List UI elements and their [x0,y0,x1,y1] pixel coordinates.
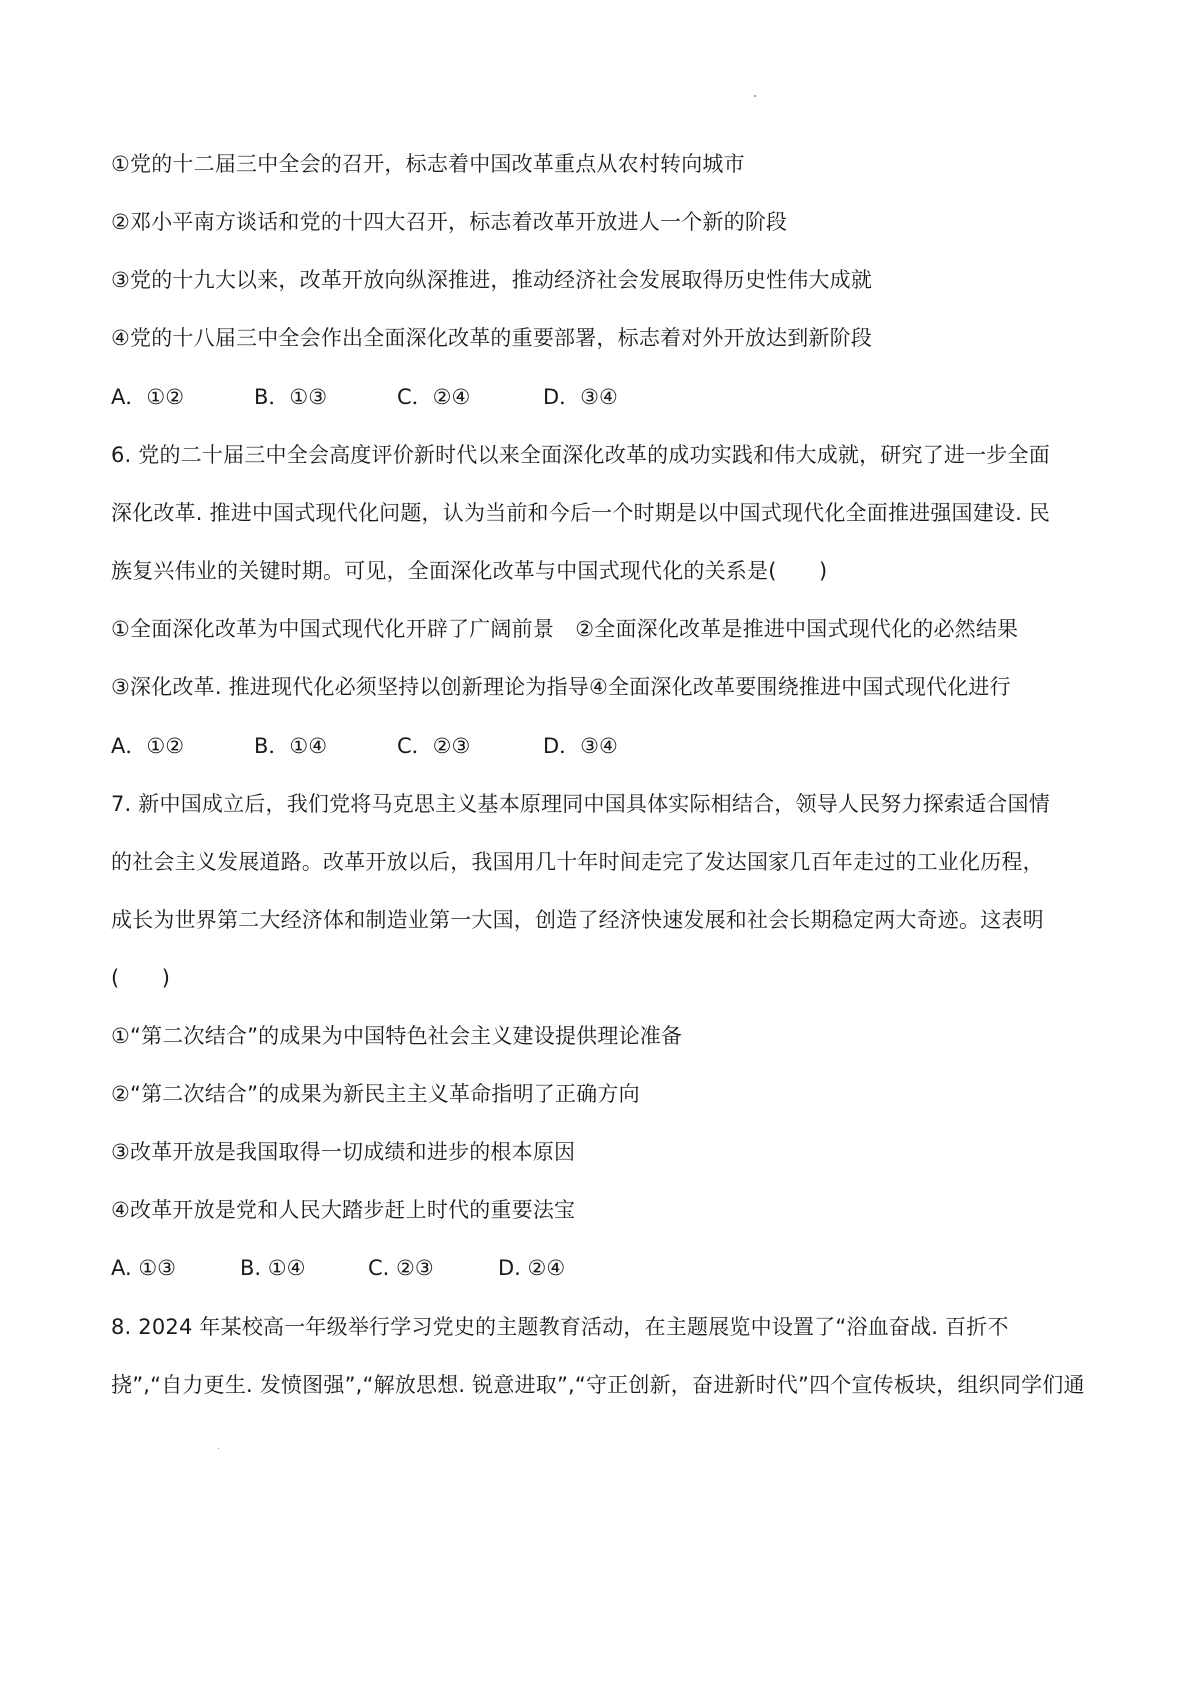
q5-statement-1: ①党的十二届三中全会的召开，标志着中国改革重点从农村转向城市 [111,152,745,176]
q6-statement-line-2: ③深化改革. 推进现代化必须坚持以创新理论为指导④全面深化改革要围绕推进中国式现代化进行 [111,675,1011,699]
q6-stem-line-1: 6. 党的二十届三中全会高度评价新时代以来全面深化改革的成功实践和伟大成就，研究了进一步全面 [111,443,1050,467]
q7-stem-line-1: 7. 新中国成立后，我们党将马克思主义基本原理同中国具体实际相结合，领导人民努力探索适合国情 [111,792,1050,816]
q6-stem-line-2: 深化改革. 推进中国式现代化问题，认为当前和今后一个时期是以中国式现代化全面推进强国建设. 民 [111,501,1051,525]
q7-stem-line-2: 的社会主义发展道路。改革开放以后，我国用几十年时间走完了发达国家几百年走过的工业化历程， [111,850,1044,874]
q6-option-c[interactable]: C．②③ [397,734,471,758]
q6-options [111,732,618,760]
q7-stem-line-3: 成长为世界第二大经济体和制造业第一大国，创造了经济快速发展和社会长期稳定两大奇迹。这表明 [111,908,1044,932]
q7-statement-1: ①“第二次结合”的成果为中国特色社会主义建设提供理论准备 [111,1024,683,1048]
scan-speck [218,1448,219,1449]
q7-options [111,1254,565,1282]
q6-statement-line-1: ①全面深化改革为中国式现代化开辟了广阔前景 ②全面深化改革是推进中国式现代化的必然结果 [111,617,1019,641]
q5-options [111,383,618,411]
q6-stem-line-3: 族复兴伟业的关键时期。可见，全面深化改革与中国式现代化的关系是( ) [111,559,828,583]
q7-stem-line-4: ( ) [111,966,171,990]
q5-option-b[interactable]: B．①③ [254,385,328,409]
q6-option-d[interactable]: D．③④ [543,734,618,758]
q7-statement-2: ②“第二次结合”的成果为新民主主义革命指明了正确方向 [111,1082,640,1106]
q5-statement-4: ④党的十八届三中全会作出全面深化改革的重要部署，标志着对外开放达到新阶段 [111,326,873,350]
q8-stem-line-2: 挠”,“自力更生. 发愤图强”,“解放思想. 锐意进取”,“守正创新，奋进新时代”四个宣传板块，组织同学们通 [111,1373,1085,1397]
q5-statement-2: ②邓小平南方谈话和党的十四大召开，标志着改革开放进人一个新的阶段 [111,210,788,234]
q5-option-a[interactable]: A．①② [111,385,185,409]
q5-statement-3: ③党的十九大以来，改革开放向纵深推进，推动经济社会发展取得历史性伟大成就 [111,268,873,292]
q6-option-b[interactable]: B．①④ [254,734,328,758]
q7-option-a[interactable]: A. ①③ [111,1256,176,1280]
scan-speck [754,95,756,97]
q7-option-b[interactable]: B. ①④ [240,1256,306,1280]
q7-option-d[interactable]: D. ②④ [498,1256,566,1280]
q7-statement-3: ③改革开放是我国取得一切成绩和进步的根本原因 [111,1140,576,1164]
q6-option-a[interactable]: A．①② [111,734,185,758]
q5-option-c[interactable]: C．②④ [397,385,471,409]
q5-option-d[interactable]: D．③④ [543,385,618,409]
q8-stem-line-1: 8. 2024 年某校高一年级举行学习党史的主题教育活动，在主题展览中设置了“浴血奋战. 百折不 [111,1315,1009,1339]
q7-statement-4: ④改革开放是党和人民大踏步赶上时代的重要法宝 [111,1198,576,1222]
q7-option-c[interactable]: C. ②③ [368,1256,434,1280]
